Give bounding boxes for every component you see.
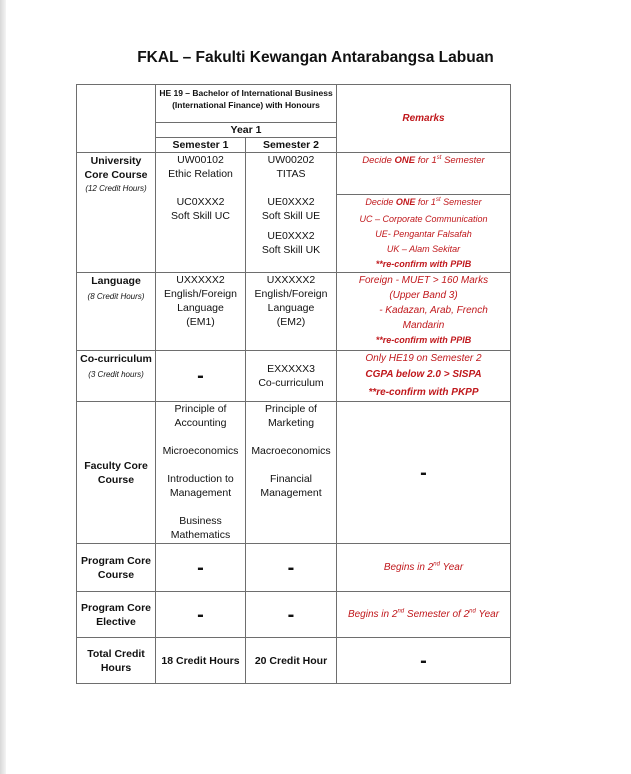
page-title: FKAL – Fakulti Kewangan Antarabangsa Labuan xyxy=(137,49,494,66)
course-name: Soft Skill UC xyxy=(171,209,230,222)
course-code: UE0XXX2 xyxy=(267,195,315,208)
program-core-remark xyxy=(337,544,511,592)
course-name: Soft Skill UE xyxy=(261,209,321,222)
remark-superscript: st xyxy=(436,154,442,161)
row-university-core xyxy=(77,153,511,195)
remark-text: Semester of 2 xyxy=(406,609,470,620)
faculty-s1-cell xyxy=(156,402,246,544)
program-core-label: Program Core Course xyxy=(77,544,156,592)
course-code: UXXXXX2 xyxy=(176,274,225,286)
cocurriculum-remark-cell xyxy=(337,351,511,402)
course-name: English/Foreign xyxy=(254,288,328,300)
cocurriculum-credit: (3 Credit hours) xyxy=(88,370,144,379)
remark-line: - Kadazan, Arab, French xyxy=(379,305,488,316)
remark-line: Mandarin xyxy=(402,320,445,331)
row-program-core xyxy=(77,544,511,592)
remark-line: **re-confirm with PPIB xyxy=(375,259,472,269)
program-elective-s2-empty: - xyxy=(246,592,337,638)
program-core-s2-empty: - xyxy=(246,544,337,592)
program-elective-label: Program Core Elective xyxy=(77,592,156,638)
university-s2-cell-2 xyxy=(246,195,337,273)
course-code: UW00202 xyxy=(267,154,315,166)
language-credit: (8 Credit Hours) xyxy=(87,292,145,301)
program-elective-remark xyxy=(337,592,511,638)
remark-line: CGPA below 2.0 > SISPA xyxy=(365,369,482,380)
university-s1-cell xyxy=(156,153,246,195)
remark-line: Only HE19 on Semester 2 xyxy=(365,353,482,364)
course-name: Principle of xyxy=(265,403,317,415)
language-s2-cell xyxy=(246,273,337,351)
course-name: Language xyxy=(177,302,224,314)
remarks-header: Remarks xyxy=(337,85,511,153)
course-name: Introduction to xyxy=(167,473,234,485)
programme-name: HE 19 – Bachelor of International Business (International Finance) with Honours xyxy=(156,85,337,123)
faculty-s2-cell xyxy=(246,402,337,544)
course-name: Financial xyxy=(269,473,313,485)
header-row-programme xyxy=(77,85,511,123)
remark-superscript: nd xyxy=(397,608,405,615)
university-core-credit: (12 Credit Hours) xyxy=(85,184,147,193)
faculty-remark-empty: - xyxy=(337,402,511,544)
row-language xyxy=(77,273,511,351)
university-s1-cell-2 xyxy=(156,195,246,273)
row-cocurriculum xyxy=(77,351,511,402)
remark-text: Semester xyxy=(444,155,485,166)
course-name: Principle of xyxy=(174,403,227,415)
remark-superscript: nd xyxy=(433,561,440,568)
remark-line: UC – Corporate Communication xyxy=(359,214,488,224)
remark-text: Begins in 2 xyxy=(347,609,398,620)
remark-text: Decide xyxy=(365,197,394,207)
course-name: Marketing xyxy=(267,417,315,429)
remark-line: Foreign - MUET > 160 Marks xyxy=(358,275,489,286)
course-name: Management xyxy=(169,487,232,499)
program-core-s1-empty: - xyxy=(156,544,246,592)
language-label-cell xyxy=(77,273,156,351)
header-empty-cell xyxy=(77,85,156,153)
remark-superscript: nd xyxy=(469,608,476,615)
course-name: Language xyxy=(267,302,315,314)
remark-text: Decide xyxy=(362,155,392,166)
remark-text: for 1 xyxy=(417,197,436,207)
page-edge-shadow xyxy=(0,0,6,774)
university-remark-cell-2 xyxy=(337,195,511,273)
remark-line: UE- Pengantar Falsafah xyxy=(375,229,472,239)
course-structure-table xyxy=(76,84,511,684)
remark-line: (Upper Band 3) xyxy=(389,290,458,301)
course-code: UW00102 xyxy=(177,154,224,166)
university-remark-cell xyxy=(337,153,511,195)
course-name: Ethic Relation xyxy=(168,168,233,180)
course-name: (EM2) xyxy=(276,316,306,328)
course-name: (EM1) xyxy=(186,316,215,328)
course-name: Business xyxy=(179,515,222,527)
year-header: Year 1 xyxy=(156,123,337,138)
language-remark-cell xyxy=(337,273,511,351)
cocurriculum-label-cell xyxy=(77,351,156,402)
total-label: Total Credit Hours xyxy=(77,638,156,684)
course-name: Macroeconomics xyxy=(251,445,331,457)
program-elective-s1-empty: - xyxy=(156,592,246,638)
course-code: UC0XXX2 xyxy=(176,195,225,208)
cocurriculum-s1-empty: - xyxy=(156,351,246,402)
remark-line: UK – Alam Sekitar xyxy=(386,244,461,254)
remark-emphasis: ONE xyxy=(395,197,416,207)
university-s2-cell xyxy=(246,153,337,195)
remark-line: **re-confirm with PKPP xyxy=(368,387,479,398)
total-remark-empty: - xyxy=(337,638,511,684)
remark-superscript: st xyxy=(435,197,441,203)
remark-emphasis: ONE xyxy=(394,155,416,166)
course-name: Mathematics xyxy=(170,529,231,541)
total-s1: 18 Credit Hours xyxy=(156,638,246,684)
semester2-header: Semester 2 xyxy=(246,138,337,153)
remark-text: Begins in 2 xyxy=(383,562,434,573)
course-name: English/Foreign xyxy=(164,288,237,300)
remark-text: for 1 xyxy=(417,155,437,166)
remark-text: Year xyxy=(478,609,500,620)
language-label: Language xyxy=(91,275,141,287)
course-name: Accounting xyxy=(174,417,227,429)
cocurriculum-label: Co-curriculum xyxy=(80,353,152,365)
row-total xyxy=(77,638,511,684)
course-code: UE0XXX2 xyxy=(267,229,315,242)
row-faculty-core xyxy=(77,402,511,544)
faculty-core-label: Faculty Core Course xyxy=(77,402,156,544)
course-name: Microeconomics xyxy=(162,445,239,457)
course-code: EXXXXX3 xyxy=(267,363,315,375)
university-core-label-cell xyxy=(77,153,156,273)
course-code: UXXXXX2 xyxy=(266,274,316,286)
cocurriculum-s2-cell xyxy=(246,351,337,402)
university-core-label: University Core Course xyxy=(84,155,148,181)
remark-line: **re-confirm with PPIB xyxy=(375,335,472,345)
course-name: Co-curriculum xyxy=(258,377,324,389)
course-name: Management xyxy=(260,487,322,499)
remark-text: Semester xyxy=(443,197,482,207)
course-name: TITAS xyxy=(276,168,306,180)
total-s2: 20 Credit Hour xyxy=(246,638,337,684)
course-name: Soft Skill UK xyxy=(261,243,321,256)
row-program-elective xyxy=(77,592,511,638)
language-s1-cell xyxy=(156,273,246,351)
remark-text: Year xyxy=(442,562,464,573)
semester1-header: Semester 1 xyxy=(156,138,246,153)
